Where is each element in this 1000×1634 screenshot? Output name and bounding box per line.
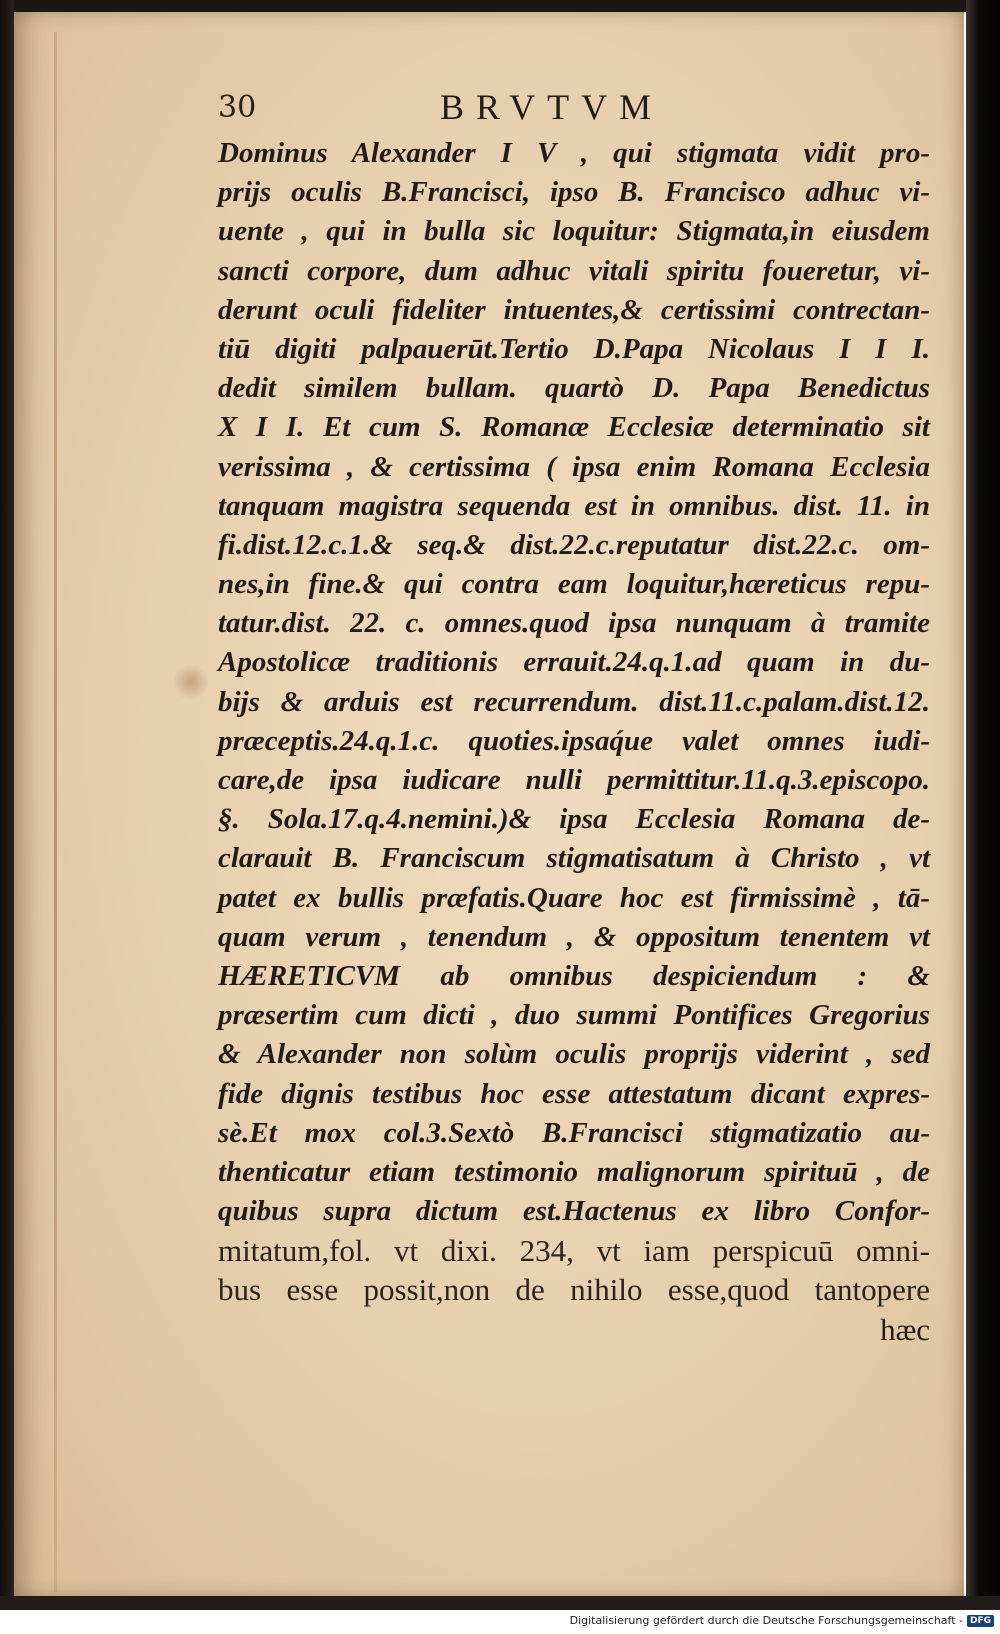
text-line: care,de ipsa iudicare nulli permittitur.11.q.3.episcopo. <box>218 764 930 796</box>
text-line: Apostolicæ traditionis errauit.24.q.1.ad quam in du- <box>218 646 930 679</box>
text-line: patet ex bullis præfatis.Quare hoc est firmissimè , tā- <box>218 881 930 914</box>
text-line: clarauit B. Franciscum stigmatisatum à Christo , vt <box>218 842 930 875</box>
text-line: sancti corpore, dum adhuc vitali spiritu foueretur, vi- <box>218 254 930 287</box>
catchword: hæc <box>880 1311 930 1347</box>
text-line: sè.Et mox col.3.Sextò B.Francisci stigmatizatio au- <box>218 1116 930 1149</box>
text-line: præceptis.24.q.1.c. quoties.ipsaq́ue valet omnes iudi- <box>218 724 930 757</box>
paper-stain <box>174 662 208 702</box>
text-line: HÆRETICVM ab omnibus despiciendum : & <box>218 959 930 992</box>
digitization-credit <box>570 1614 994 1627</box>
text-line: verissima , & certissima ( ipsa enim Romana Ecclesia <box>218 450 930 483</box>
text-line: thenticatur etiam testimonio malignorum spirituū , de <box>218 1155 930 1188</box>
scan-top-edge <box>0 0 1000 12</box>
text-line: bus esse possit,non de nihilo esse,quod tantopere <box>218 1272 930 1308</box>
page-number: 30 <box>218 90 257 125</box>
text-line: quam verum , tenendum , & oppositum tenentem vt <box>218 920 930 953</box>
text-line: Dominus Alexander I V , qui stigmata vidit pro- <box>218 137 930 169</box>
text-line: mitatum,fol. vt dixi. 234, vt iam perspicuū omni- <box>218 1233 930 1269</box>
running-title: BRVTVM <box>440 87 664 127</box>
text-line: fi.dist.12.c.1.& seq.& dist.22.c.reputatur dist.22.c. om- <box>218 528 930 561</box>
text-line: §. Sola.17.q.4.nemini.)& ipsa Ecclesia Romana de- <box>218 803 930 836</box>
text-line: nes,in fine.& qui contra eam loquitur,hæreticus repu- <box>218 568 930 601</box>
text-line: dedit similem bullam. quartò D. Papa Benedictus <box>218 372 930 405</box>
scan-left-edge <box>0 0 14 1610</box>
credit-text: Digitalisierung gefördert durch die Deutsche Forschungsgemeinschaft - <box>569 1614 963 1627</box>
text-line: fide dignis testibus hoc esse attestatum dicant expres- <box>218 1077 930 1110</box>
text-line: tatur.dist. 22. c. omnes.quod ipsa nunquam à tramite <box>218 607 930 640</box>
text-line: præsertim cum dicti , duo summi Pontifices Gregorius <box>218 999 930 1032</box>
text-line: bijs & arduis est recurrendum. dist.11.c.palam.dist.12. <box>218 685 930 718</box>
body-text <box>218 134 930 1349</box>
text-line: uente , qui in bulla sic loquitur: Stigmata,in eiusdem <box>218 215 930 248</box>
page-header <box>200 82 930 132</box>
text-line: derunt oculi fideliter intuentes,& certissimi contrectan- <box>218 293 930 326</box>
text-line: X I I. Et cum S. Romanæ Ecclesiæ determinatio sit <box>218 411 930 444</box>
text-line: tanquam magistra sequenda est in omnibus. dist. 11. in <box>218 489 930 522</box>
text-line: prijs oculis B.Francisci, ipso B. Francisco adhuc vi- <box>218 176 930 209</box>
text-line: & Alexander non solùm oculis proprijs viderint , sed <box>218 1038 930 1071</box>
scan-right-edge <box>966 0 1000 1610</box>
page-gutter <box>54 32 57 1592</box>
text-line: tiū digiti palpauerūt.Tertio D.Papa Nicolaus I I I. <box>218 332 930 365</box>
text-line: quibus supra dictum est.Hactenus ex libro Confor- <box>218 1195 930 1228</box>
dfg-logo: DFG <box>967 1615 994 1627</box>
scan-bottom-edge <box>0 1596 1000 1610</box>
